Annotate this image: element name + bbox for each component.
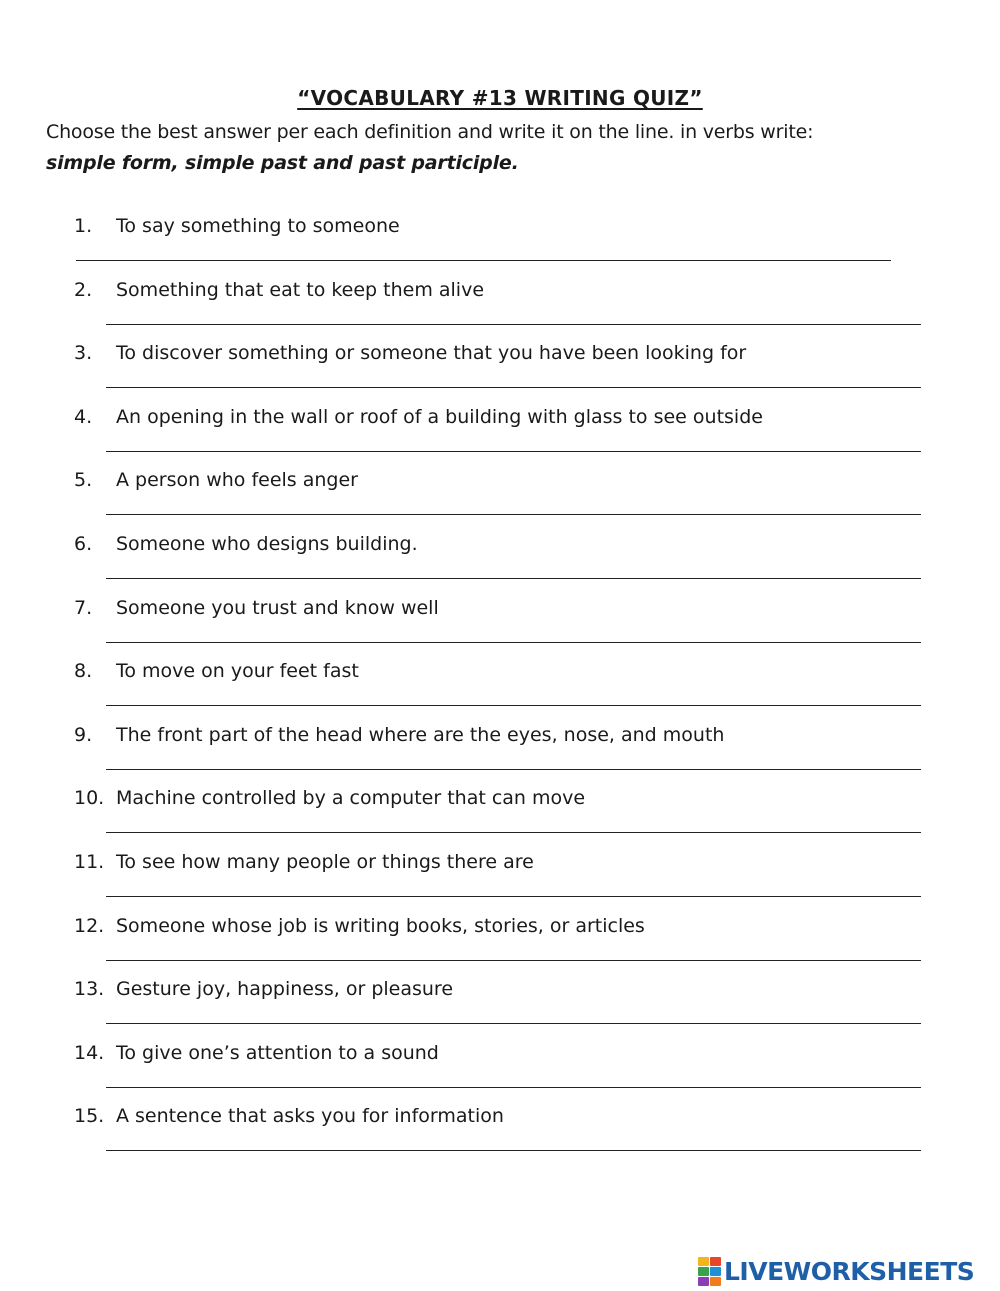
- question-number: 4.: [74, 405, 93, 428]
- question-item: [0, 1040, 1000, 1104]
- answer-line[interactable]: [106, 769, 921, 770]
- question-number: 2.: [74, 278, 93, 301]
- answer-line[interactable]: [106, 578, 921, 579]
- question-number: 15.: [74, 1105, 105, 1128]
- question-text: A sentence that asks you for information: [116, 1105, 504, 1128]
- question-number: 11.: [74, 851, 105, 873]
- question-text: Someone whose job is writing books, stories, or articles: [116, 914, 645, 937]
- question-text: The front part of the head where are the eyes, nose, and mouth: [116, 723, 725, 746]
- logo-mark-icon: [698, 1257, 721, 1286]
- answer-line[interactable]: [106, 451, 921, 452]
- question-text: To move on your feet fast: [116, 660, 359, 683]
- question-number: 9.: [74, 723, 93, 746]
- question-number: 12.: [74, 914, 105, 937]
- question-item: [0, 340, 1000, 404]
- answer-line[interactable]: [76, 260, 891, 261]
- instruction-line-2: simple form, simple past and past participle.: [46, 152, 519, 174]
- answer-line[interactable]: [106, 832, 921, 833]
- question-text: To discover something or someone that you have been looking for: [116, 342, 747, 365]
- question-text: Machine controlled by a computer that can move: [116, 787, 586, 810]
- question-number: 14.: [74, 1041, 105, 1064]
- question-text: To see how many people or things there are: [116, 851, 534, 873]
- answer-line[interactable]: [106, 387, 921, 388]
- worksheet-title: [0, 86, 1000, 110]
- question-number: 3.: [74, 342, 93, 365]
- liveworksheets-logo: [698, 1256, 974, 1286]
- instructions: [46, 117, 946, 179]
- question-text: Someone you trust and know well: [116, 596, 439, 619]
- question-item: [0, 531, 1000, 595]
- logo-mark-square: [710, 1257, 721, 1266]
- answer-line[interactable]: [106, 1087, 921, 1088]
- answer-line[interactable]: [106, 324, 921, 325]
- answer-line[interactable]: [106, 1150, 921, 1151]
- question-item: [0, 213, 1000, 277]
- question-item: [0, 976, 1000, 1040]
- question-item: [0, 913, 1000, 977]
- question-text: To say something to someone: [116, 215, 400, 237]
- worksheet-title-text: “VOCABULARY #13 WRITING QUIZ”: [297, 86, 703, 110]
- question-number: 6.: [74, 533, 93, 555]
- logo-mark-square: [710, 1277, 721, 1286]
- question-number: 8.: [74, 660, 93, 683]
- question-number: 7.: [74, 596, 93, 619]
- question-item: [0, 785, 1000, 849]
- logo-mark-square: [710, 1267, 721, 1276]
- logo-mark-square: [698, 1267, 709, 1276]
- question-text: Gesture joy, happiness, or pleasure: [116, 978, 454, 1001]
- question-item: [0, 722, 1000, 786]
- question-text: An opening in the wall or roof of a building with glass to see outside: [116, 405, 763, 428]
- question-text: To give one’s attention to a sound: [116, 1041, 439, 1064]
- question-item: [0, 277, 1000, 341]
- question-item: [0, 595, 1000, 659]
- answer-line[interactable]: [106, 960, 921, 961]
- logo-text: LIVEWORKSHEETS: [724, 1256, 975, 1286]
- question-item: [0, 1103, 1000, 1167]
- answer-line[interactable]: [106, 642, 921, 643]
- question-number: 5.: [74, 469, 93, 492]
- question-number: 1.: [74, 215, 93, 237]
- question-text: Someone who designs building.: [116, 533, 418, 555]
- answer-line[interactable]: [106, 705, 921, 706]
- question-number: 10.: [74, 787, 105, 810]
- answer-line[interactable]: [106, 896, 921, 897]
- question-text: Something that eat to keep them alive: [116, 278, 485, 301]
- question-number: 13.: [74, 978, 105, 1001]
- answer-line[interactable]: [106, 514, 921, 515]
- question-item: [0, 404, 1000, 468]
- question-item: [0, 849, 1000, 913]
- instruction-line-1: Choose the best answer per each definition and write it on the line. in verbs write:: [46, 121, 814, 143]
- question-item: [0, 467, 1000, 531]
- answer-line[interactable]: [106, 1023, 921, 1024]
- logo-mark-square: [698, 1277, 709, 1286]
- question-item: [0, 658, 1000, 722]
- question-text: A person who feels anger: [116, 469, 358, 492]
- logo-mark-square: [698, 1257, 709, 1266]
